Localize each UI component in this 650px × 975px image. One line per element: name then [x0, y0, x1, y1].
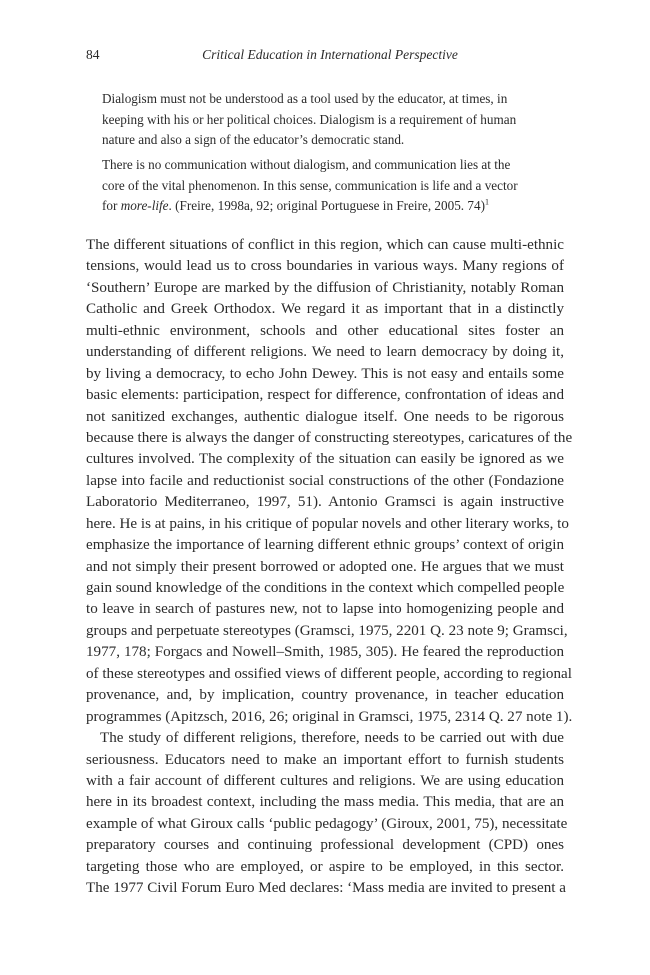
- quote-line: nature and also a sign of the educator’s democratic stand.: [102, 132, 405, 148]
- quote-line: There is no communication without dialogism, and communication lies at the: [102, 157, 511, 172]
- text-line: example of what Giroux calls ‘public pedagogy’ (Giroux, 2001, 75), necessitate: [86, 815, 568, 832]
- text-line: provenance, and, by implication, country provenance, in teacher education: [86, 687, 564, 704]
- text-line: 1977, 178; Forgacs and Nowell–Smith, 1985, 305). He feared the reproduction: [86, 644, 564, 661]
- block-quote-2: [102, 155, 550, 217]
- text-line: basic elements: participation, respect for difference, confrontation of ideas and: [86, 387, 564, 404]
- text-line: emphasize the importance of learning different ethnic groups’ context of origin: [86, 537, 564, 554]
- text-line: here in its broadest context, including the mass media. This media, that are an: [86, 794, 564, 811]
- text-line: multi-ethnic environment, schools and other educational sites foster an: [86, 322, 564, 339]
- quote-line: keeping with his or her political choices. Dialogism is a requirement of human: [102, 111, 517, 127]
- text-line: understanding of different religions. We need to learn democracy by doing it,: [86, 344, 564, 361]
- text-line: programmes (Apitzsch, 2016, 26; original in Gramsci, 1975, 2314 Q. 27 note 1).: [86, 708, 573, 725]
- running-head: Critical Education in International Perspective: [202, 47, 458, 62]
- text-line: and not simply their present borrowed or adopted one. He argues that we must: [86, 558, 564, 575]
- text-line: to leave in search of pastures new, not to lapse into homogenizing people and: [86, 601, 564, 618]
- text-line: because there is always the danger of constructing stereotypes, caricatures of the: [86, 429, 573, 446]
- quote-italic-term: more-life: [120, 198, 169, 214]
- page-header: [86, 47, 564, 67]
- text-line: lapse into facile and reductionist social constructions of the other (Fondazione: [86, 472, 564, 489]
- body-text: [86, 235, 573, 900]
- text-line: by living a democracy, to echo John Dewey. This is not easy and entails some: [86, 365, 564, 382]
- quote-line: core of the vital phenomenon. In this sense, communication is life and a vector: [102, 177, 518, 193]
- text-line: of these stereotypes and ossified views of different people, according to regional: [86, 665, 572, 682]
- text-line: gain sound knowledge of the conditions in the context which compelled people: [86, 580, 565, 596]
- text-line: The 1977 Civil Forum Euro Med declares: ‘Mass media are invited to present a: [86, 880, 566, 897]
- text-line: The different situations of conflict in this region, which can cause multi-ethnic: [86, 237, 564, 253]
- quote-citation: . (Freire, 1998a, 92; original Portuguese in Freire, 2005. 74): [168, 198, 485, 214]
- paragraph-2: [86, 728, 568, 900]
- text-line: preparatory courses and continuing professional development (CPD) ones: [86, 837, 564, 854]
- quote-line: [102, 196, 550, 217]
- text-line: Laboratorio Mediterraneo, 1997, 51). Antonio Gramsci is again instructive: [86, 494, 564, 511]
- block-quote-1: [102, 89, 550, 151]
- text-line: cultures involved. The complexity of the situation can easily be ignored as we: [86, 451, 564, 468]
- quote-text: for: [102, 198, 121, 214]
- text-line: here. He is at pains, in his critique of popular novels and other literary works, to: [86, 515, 569, 532]
- text-line: The study of different religions, therefore, needs to be carried out with due: [100, 730, 564, 747]
- text-line: tensions, would lead us to cross boundaries in various ways. Many regions of: [86, 258, 564, 275]
- quote-line: Dialogism must not be understood as a tool used by the educator, at times, in: [102, 91, 508, 106]
- page-number: 84: [86, 47, 100, 62]
- paragraph-1: [86, 235, 573, 728]
- text-line: targeting those who are employed, or aspire to be employed, in this sector.: [86, 858, 564, 875]
- text-line: groups and perpetuate stereotypes (Gramsci, 1975, 2201 Q. 23 note 9; Gramsci,: [86, 622, 568, 639]
- text-line: ‘Southern’ Europe are marked by the diffusion of Christianity, notably Roman: [86, 279, 564, 296]
- footnote-marker: 1: [484, 197, 489, 207]
- text-line: Catholic and Greek Orthodox. We regard it as important that in a distinctly: [86, 301, 564, 318]
- text-line: not sanitized exchanges, authentic dialogue itself. One needs to be rigorous: [86, 408, 564, 425]
- text-line: seriousness. Educators need to make an important effort to furnish students: [86, 751, 564, 768]
- text-line: with a fair account of different cultures and religions. We are using education: [86, 772, 564, 789]
